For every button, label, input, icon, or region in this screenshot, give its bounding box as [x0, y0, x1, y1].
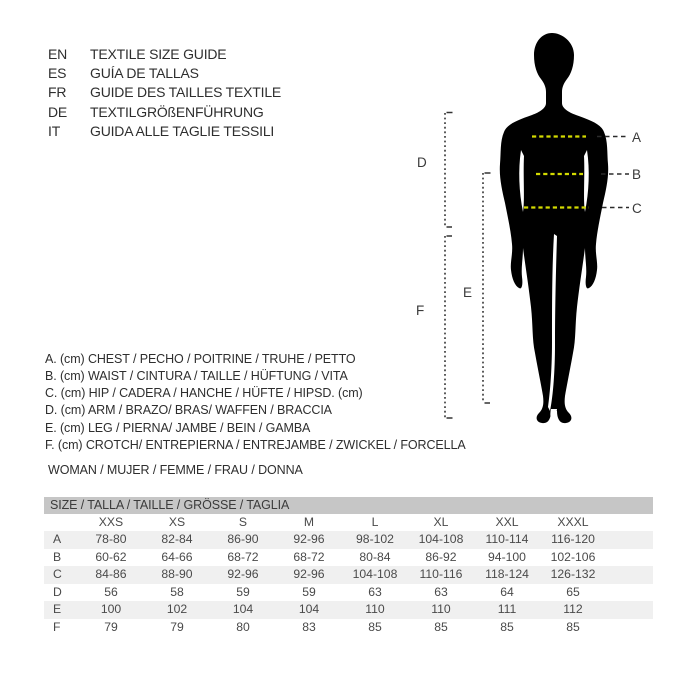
legend-item-chest: A. (cm) CHEST / PECHO / POITRINE / TRUHE / PETTO: [45, 351, 356, 366]
title-row-de: [48, 102, 281, 121]
table-row-e: [44, 601, 653, 619]
header-filler-cell: [606, 514, 653, 531]
column-header-m: M: [303, 515, 315, 529]
column-header-s: S: [238, 515, 248, 529]
size-value-cell: 116-120: [540, 531, 606, 549]
size-value-cell: 110: [408, 601, 474, 619]
legend-item-leg: E. (cm) LEG / PIERNA/ JAMBE / BEIN / GAMBA: [45, 420, 311, 435]
size-value-cell: 104-108: [342, 566, 408, 584]
size-value-cell: 78-80: [78, 531, 144, 549]
lang-code: DE: [48, 103, 68, 120]
marker-waist: B: [632, 167, 642, 182]
size-value-cell: 65: [566, 584, 580, 599]
title-row-it: [48, 122, 281, 141]
legend-item-hip: C. (cm) HIP / CADERA / HANCHE / HÜFTE / HIPSD. (cm): [45, 386, 363, 401]
lang-code: EN: [48, 45, 68, 62]
title-block: [48, 44, 281, 141]
size-value-cell: 60-62: [95, 549, 127, 564]
size-value-cell: 110-114: [474, 531, 540, 549]
table-row-f: [44, 619, 653, 637]
legend-item-arm: D. (cm) ARM / BRAZO/ BRAS/ WAFFEN / BRACCIA: [45, 403, 332, 418]
size-value-cell: 92-96: [276, 566, 342, 584]
measurement-legend: [45, 350, 466, 454]
size-value-cell: 80: [236, 619, 250, 634]
table-row-c: [44, 566, 653, 584]
size-value-cell: 64: [500, 584, 514, 599]
size-table-body: [44, 531, 653, 637]
title-row-fr: [48, 83, 281, 102]
size-value-cell: 110: [342, 601, 408, 619]
size-value-cell: 80-84: [359, 549, 391, 564]
column-header-xxl: XXL: [495, 515, 519, 529]
lang-code: IT: [48, 123, 61, 140]
marker-hip: C: [632, 201, 642, 216]
title-row-es: [48, 63, 281, 82]
size-value-cell: 94-100: [488, 549, 526, 564]
marker-chest: A: [632, 130, 642, 145]
title-row-en: [48, 44, 281, 63]
size-value-cell: 63: [368, 584, 382, 599]
column-header-xl: XL: [433, 515, 449, 529]
audience-label: WOMAN / MUJER / FEMME / FRAU / DONNA: [48, 463, 303, 477]
size-value-cell: 102-106: [550, 549, 596, 564]
size-value-cell: 92-96: [276, 531, 342, 549]
size-value-cell: 85: [500, 619, 514, 634]
row-filler-cell: [606, 566, 653, 584]
size-value-cell: 110-116: [408, 566, 474, 584]
size-value-cell: 102: [144, 601, 210, 619]
size-value-cell: 68-72: [293, 549, 325, 564]
table-row-d: [44, 584, 653, 602]
size-value-cell: 104: [210, 601, 276, 619]
size-value-cell: 56: [104, 584, 118, 599]
page-title-fr: GUIDE DES TAILLES TEXTILE: [90, 84, 282, 101]
size-value-cell: 100: [78, 601, 144, 619]
page-title: TEXTILE SIZE GUIDE: [90, 45, 227, 62]
size-value-cell: 84-86: [78, 566, 144, 584]
size-table-header-row: [44, 514, 653, 531]
column-header-xxs: XXS: [98, 515, 124, 529]
size-value-cell: 98-102: [342, 531, 408, 549]
size-value-cell: 111: [474, 601, 540, 619]
size-table-caption: SIZE / TALLA / TAILLE / GRÖSSE / TAGLIA: [44, 497, 653, 514]
size-table-section: [44, 497, 653, 637]
size-value-cell: 118-124: [474, 566, 540, 584]
row-label: B: [53, 549, 62, 564]
column-header-l: L: [371, 515, 379, 529]
size-value-cell: 112: [540, 601, 606, 619]
page-title-es: GUÍA DE TALLAS: [90, 65, 199, 82]
row-label: A: [44, 531, 78, 549]
marker-leg: E: [463, 285, 473, 300]
size-value-cell: 126-132: [540, 566, 606, 584]
row-label: C: [44, 566, 78, 584]
page-title-it: GUIDA ALLE TAGLIE TESSILI: [90, 123, 275, 140]
column-header-xs: XS: [168, 515, 186, 529]
row-filler-cell: [606, 584, 653, 602]
row-filler-cell: [606, 549, 653, 567]
size-value-cell: 58: [170, 584, 184, 599]
size-value-cell: 82-84: [144, 531, 210, 549]
table-row-a: [44, 531, 653, 549]
page-title-de: TEXTILGRÖßENFÜHRUNG: [90, 103, 264, 120]
row-filler-cell: [606, 531, 653, 549]
size-value-cell: 86-90: [210, 531, 276, 549]
table-row-b: [44, 549, 653, 567]
feet-gap: [550, 409, 557, 422]
size-value-cell: 85: [566, 619, 580, 634]
row-label: D: [53, 584, 62, 599]
row-filler-cell: [606, 619, 653, 637]
size-value-cell: 92-96: [210, 566, 276, 584]
marker-arm: D: [417, 155, 427, 170]
size-value-cell: 79: [170, 619, 184, 634]
size-value-cell: 83: [302, 619, 316, 634]
size-table: [44, 514, 653, 637]
column-header-xxxl: XXXL: [557, 515, 589, 529]
legend-item-crotch: F. (cm) CROTCH/ ENTREPIERNA / ENTREJAMBE / ZWICKEL / FORCELLA: [45, 437, 466, 452]
row-label: F: [53, 619, 61, 634]
size-value-cell: 64-66: [161, 549, 193, 564]
size-table-corner-cell: [44, 514, 78, 531]
size-value-cell: 104: [276, 601, 342, 619]
row-label: E: [44, 601, 78, 619]
size-value-cell: 79: [104, 619, 118, 634]
legend-item-waist: B. (cm) WAIST / CINTURA / TAILLE / HÜFTUNG / VITA: [45, 368, 348, 383]
size-value-cell: 88-90: [144, 566, 210, 584]
size-value-cell: 85: [368, 619, 382, 634]
marker-crotch: F: [416, 303, 425, 318]
size-value-cell: 68-72: [227, 549, 259, 564]
size-value-cell: 59: [236, 584, 250, 599]
lang-code: ES: [48, 65, 67, 82]
size-value-cell: 86-92: [425, 549, 457, 564]
lang-code: FR: [48, 84, 67, 101]
row-filler-cell: [606, 601, 653, 619]
size-value-cell: 59: [302, 584, 316, 599]
size-value-cell: 63: [434, 584, 448, 599]
size-value-cell: 85: [434, 619, 448, 634]
size-value-cell: 104-108: [408, 531, 474, 549]
